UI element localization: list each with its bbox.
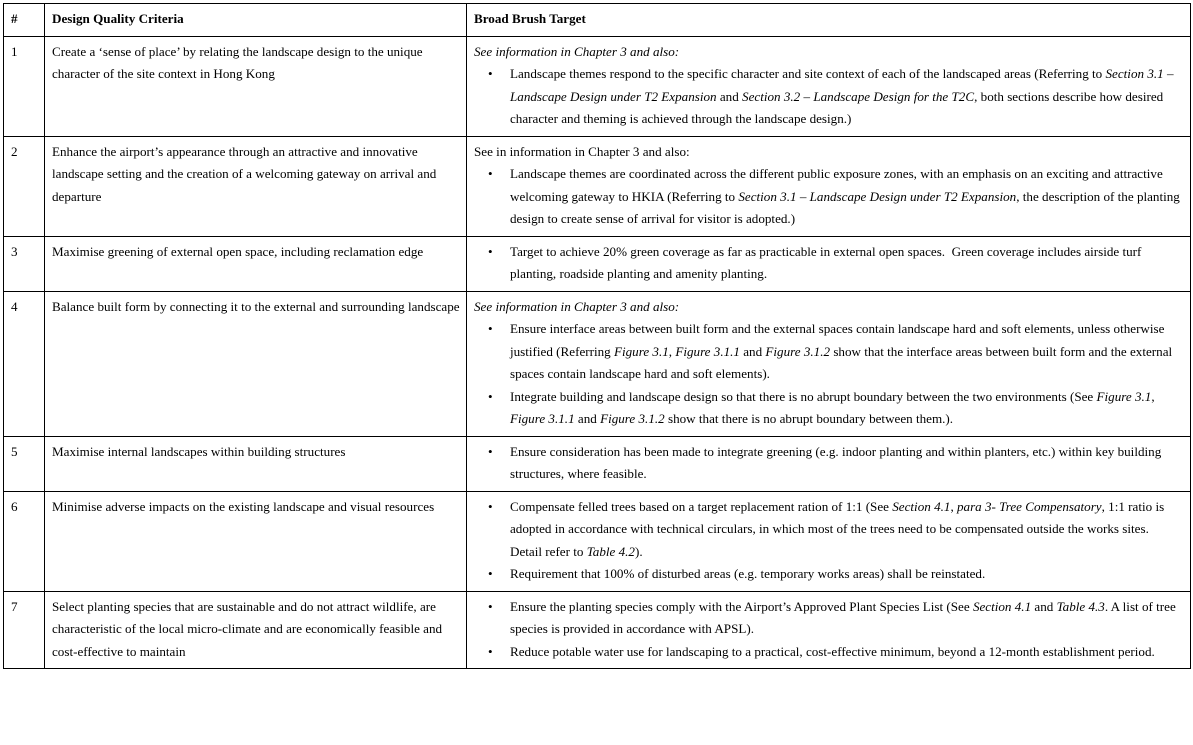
row-number-cell: 5 <box>4 436 45 491</box>
bullet-text: Ensure the planting species comply with the Airport’s Approved Plant Species List (See Section 4.1 and Table 4.3. A list of tree species is provided in accordance with APSL). <box>510 598 1176 637</box>
bullet-dot-icon: • <box>488 243 493 259</box>
target-bullet-list <box>474 163 1184 231</box>
target-lead-line: See information in Chapter 3 and also: <box>474 298 680 314</box>
target-bullet-list <box>474 596 1184 664</box>
table-row <box>4 236 1191 291</box>
bullet-text: Integrate building and landscape design so that there is no abrupt boundary between the two environments (See Figure 3.1, Figure 3.1.1 and Figure 3.1.2 show that there is no abrupt boundary between them.). <box>510 388 1155 427</box>
criteria-text: Maximise internal landscapes within building structures <box>52 443 346 459</box>
row-number-cell: 3 <box>4 236 45 291</box>
table-header <box>4 4 1191 37</box>
target-cell <box>467 291 1191 436</box>
table-header-row <box>4 4 1191 37</box>
criteria-cell <box>45 236 467 291</box>
bullet-dot-icon: • <box>488 498 493 514</box>
table-row <box>4 36 1191 136</box>
target-bullet-list <box>474 63 1184 131</box>
column-header-design-quality-criteria: Design Quality Criteria <box>45 4 467 37</box>
bullet-dot-icon: • <box>488 443 493 459</box>
bullet-text: Landscape themes respond to the specific character and site context of each of the landscaped areas (Referring to Section 3.1 – Landscape Design under T2 Expansion and Section 3.2 – Landscape Design for the T2C, both sections describe how desired character and theming is achieved through the landscape design.) <box>510 66 1174 127</box>
target-bullet-item <box>474 496 1184 564</box>
table-row <box>4 491 1191 591</box>
target-bullet-list <box>474 441 1184 486</box>
criteria-cell <box>45 491 467 591</box>
target-bullet-item <box>474 163 1184 231</box>
target-cell <box>467 136 1191 236</box>
bullet-text: Ensure interface areas between built form and the external spaces contain landscape hard and soft elements, unless otherwise justified (Referring Figure 3.1, Figure 3.1.1 and Figure 3.1.2 show that the interface areas between built form and the external spaces contain landscape hard and soft elements). <box>510 321 1173 382</box>
criteria-text: Minimise adverse impacts on the existing landscape and visual resources <box>52 498 435 514</box>
target-bullet-item <box>474 241 1184 286</box>
bullet-dot-icon: • <box>488 643 493 659</box>
criteria-text: Balance built form by connecting it to the external and surrounding landscape <box>52 298 460 314</box>
criteria-cell <box>45 136 467 236</box>
bullet-text: Landscape themes are coordinated across the different public exposure zones, with an emphasis on an exciting and attractive welcoming gateway to HKIA (Referring to Section 3.1 – Landscape Design under T2 Expansion, the description of the planting design to create sense of arrival for visitor is adopted.) <box>510 166 1180 227</box>
bullet-dot-icon: • <box>488 166 493 182</box>
target-bullet-item <box>474 386 1184 431</box>
target-bullet-list <box>474 318 1184 431</box>
column-header-broad-brush-target: Broad Brush Target <box>467 4 1191 37</box>
target-bullet-item <box>474 563 1184 586</box>
criteria-text: Select planting species that are sustainable and do not attract wildlife, are characteristic of the local micro-climate and are economically feasible and cost-effective to maintain <box>52 598 443 659</box>
target-lead-line: See information in Chapter 3 and also: <box>474 43 680 59</box>
bullet-text: Requirement that 100% of disturbed areas (e.g. temporary works areas) shall be reinstated. <box>510 566 986 582</box>
target-cell <box>467 591 1191 669</box>
target-cell <box>467 436 1191 491</box>
target-bullet-item <box>474 441 1184 486</box>
bullet-dot-icon: • <box>488 66 493 82</box>
table-row <box>4 591 1191 669</box>
target-bullet-item <box>474 596 1184 641</box>
design-quality-criteria-table <box>3 3 1191 669</box>
criteria-cell <box>45 436 467 491</box>
criteria-text: Create a ‘sense of place’ by relating the landscape design to the unique character of the site context in Hong Kong <box>52 43 423 82</box>
target-bullet-item <box>474 318 1184 386</box>
row-number-cell: 6 <box>4 491 45 591</box>
bullet-dot-icon: • <box>488 566 493 582</box>
criteria-text: Enhance the airport’s appearance through an attractive and innovative landscape setting and the creation of a welcoming gateway on arrival and departure <box>52 143 437 204</box>
target-cell <box>467 491 1191 591</box>
target-cell <box>467 236 1191 291</box>
table-row <box>4 136 1191 236</box>
bullet-text: Reduce potable water use for landscaping to a practical, cost-effective minimum, beyond a 12-month establishment period. <box>510 643 1155 659</box>
table-row <box>4 436 1191 491</box>
target-lead-line: See in information in Chapter 3 and also: <box>474 143 690 159</box>
criteria-cell <box>45 291 467 436</box>
target-bullet-item <box>474 63 1184 131</box>
target-bullet-list <box>474 496 1184 586</box>
row-number-cell: 1 <box>4 36 45 136</box>
bullet-text: Compensate felled trees based on a target replacement ration of 1:1 (See Section 4.1, para 3- Tree Compensatory, 1:1 ratio is adopted in accordance with technical circulars, in which most of the trees need to be compensated outside the works sites. Detail refer to Table 4.2). <box>510 498 1165 559</box>
bullet-dot-icon: • <box>488 321 493 337</box>
criteria-cell <box>45 591 467 669</box>
table-body <box>4 36 1191 669</box>
table-row <box>4 291 1191 436</box>
criteria-text: Maximise greening of external open space, including reclamation edge <box>52 243 424 259</box>
column-header-number: # <box>4 4 45 37</box>
target-bullet-item <box>474 641 1184 664</box>
bullet-dot-icon: • <box>488 388 493 404</box>
row-number-cell: 4 <box>4 291 45 436</box>
bullet-dot-icon: • <box>488 598 493 614</box>
bullet-text: Target to achieve 20% green coverage as far as practicable in external open spaces. Green coverage includes airside turf planting, roadside planting and amenity planting. <box>510 243 1142 282</box>
row-number-cell: 2 <box>4 136 45 236</box>
bullet-text: Ensure consideration has been made to integrate greening (e.g. indoor planting and within planters, etc.) within key building structures, where feasible. <box>510 443 1162 482</box>
target-bullet-list <box>474 241 1184 286</box>
target-cell <box>467 36 1191 136</box>
criteria-cell <box>45 36 467 136</box>
row-number-cell: 7 <box>4 591 45 669</box>
